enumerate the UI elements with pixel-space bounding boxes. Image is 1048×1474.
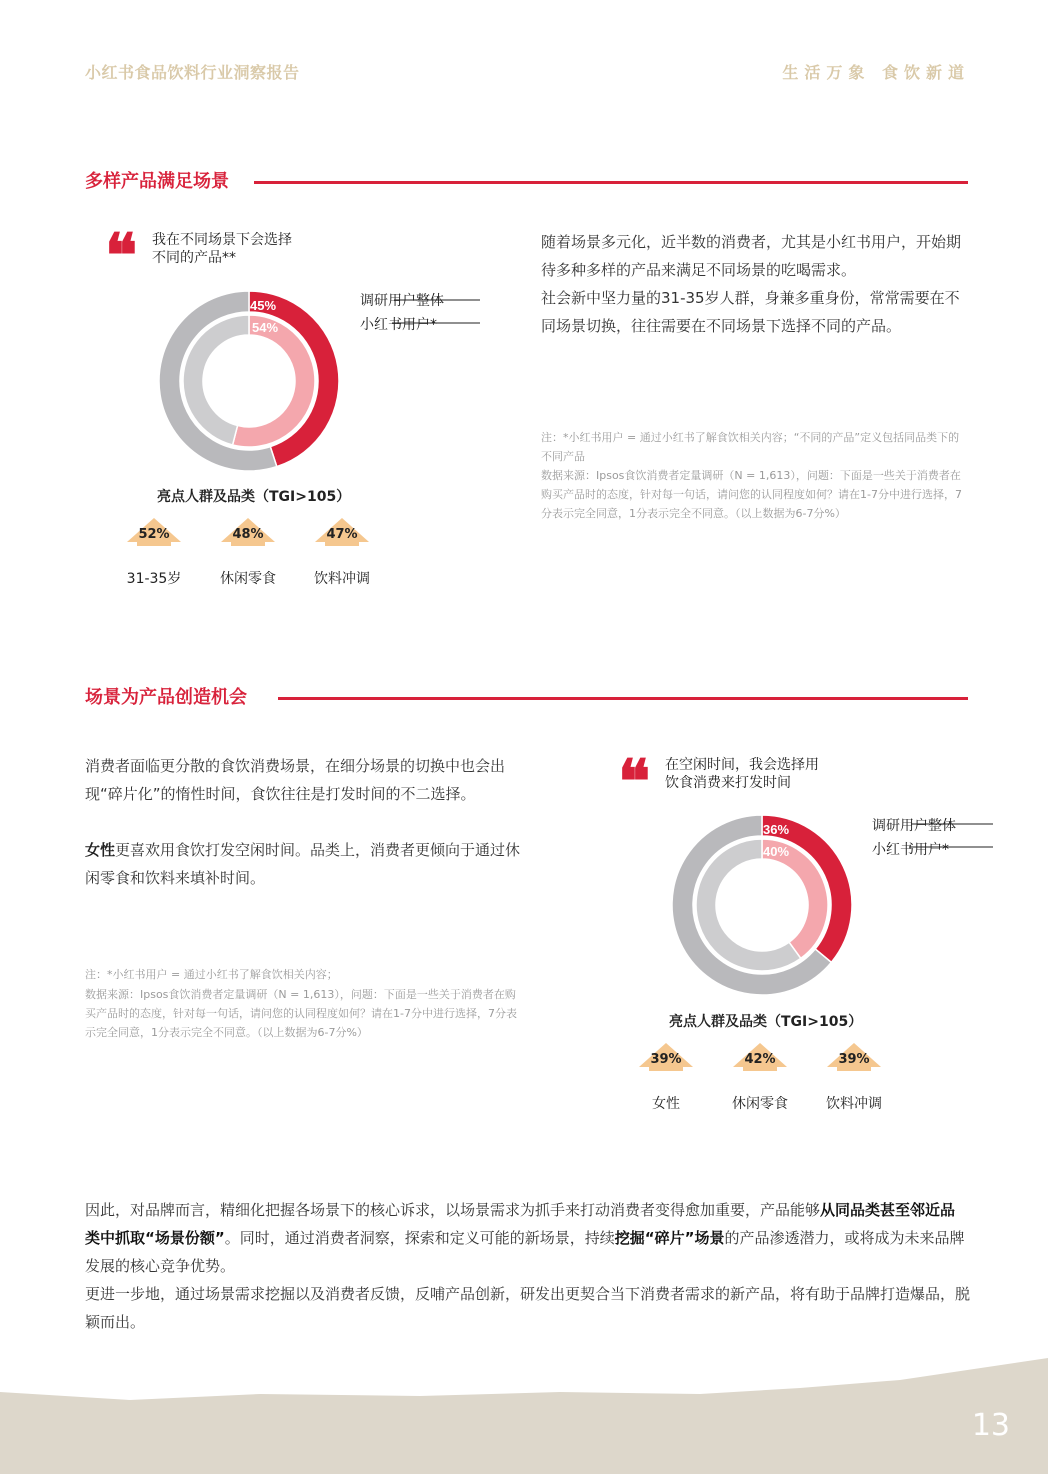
conclusion-paragraph-2: 更进一步地，通过场景需求挖掘以及消费者反馈，反哺产品创新，研发出更契合当下消费者需求的新产品，将有助于品牌打造爆品，脱颖而出。 xyxy=(85,1285,971,1331)
highlight-label: 女性 xyxy=(652,1096,680,1112)
footer-band xyxy=(0,1358,1048,1474)
highlight-label: 饮料冲调 xyxy=(826,1096,882,1112)
highlight-value: 42% xyxy=(744,1052,776,1067)
page-number: 13 xyxy=(971,1408,1010,1443)
paragraph-text: 更喜欢用食饮打发空闲时间。品类上，消费者更倾向于通过休闲零食和饮料来填补时间。 xyxy=(85,841,521,887)
highlight-label: 31-35岁 xyxy=(126,571,182,587)
section1-donut-chart xyxy=(140,280,480,490)
highlight-arrow xyxy=(315,518,369,546)
section2-donut-chart xyxy=(653,804,993,1014)
highlight-title: 亮点人群及品类（TGI>105） xyxy=(669,1014,863,1030)
emphasis-text: 女性 xyxy=(85,841,116,859)
highlight-label: 休闲零食 xyxy=(220,571,276,587)
section1-quote: 我在不同场景下会选择 不同的产品** xyxy=(152,232,292,266)
section1-title: 多样产品满足场景 xyxy=(85,171,229,192)
section2-divider xyxy=(278,697,968,700)
highlight-arrow xyxy=(827,1043,881,1071)
highlight-label: 休闲零食 xyxy=(732,1096,788,1112)
inner-pct-label: 40% xyxy=(763,844,790,859)
conclusion-text: 因此，对品牌而言，精细化把握各场景下的核心诉求，以场景需求为抓手来打动消费者变得愈加重要，产品能够 xyxy=(85,1201,821,1219)
highlight-arrow xyxy=(733,1043,787,1071)
conclusion-text: 。同时，通过消费者洞察，探索和定义可能的新场景，持续 xyxy=(224,1229,615,1247)
highlight-value: 48% xyxy=(232,527,264,542)
highlight-arrow xyxy=(221,518,275,546)
highlight-value: 39% xyxy=(650,1052,682,1067)
legend-inner: 小红书用户* xyxy=(360,317,437,333)
report-title: 小红书食品饮料行业洞察报告 xyxy=(85,63,300,82)
section1-paragraph-2: 社会新中坚力量的31-35岁人群，身兼多重身份，常常需要在不同场景切换，往往需要在不同场景下选择不同的产品。 xyxy=(541,289,960,335)
donut-group xyxy=(159,291,339,471)
section1-source: 数据来源：Ipsos食饮消费者定量调研（N = 1,613），问题：下面是一些关于消费者在购买产品时的态度，针对每一句话，请问您的认同程度如何？请在1-7分中进行选择，7分表示完全同意，1分表示完全不同意。（以上数据为6-7分%） xyxy=(541,469,962,520)
section2-title: 场景为产品创造机会 xyxy=(85,687,247,708)
outer-pct-label: 36% xyxy=(763,822,790,837)
highlight-value: 47% xyxy=(326,527,358,542)
highlight-value: 39% xyxy=(838,1052,870,1067)
conclusion-emphasis: 挖掘“碎片”场景 xyxy=(614,1229,725,1247)
section2-paragraph-1: 消费者面临更分散的食饮消费场景，在细分场景的切换中也会出现“碎片化”的惰性时间，食饮往往是打发时间的不二选择。 xyxy=(85,757,506,803)
section2-note: 注：*小红书用户 = 通过小红书了解食饮相关内容； xyxy=(85,968,338,981)
inner-pct-label: 54% xyxy=(252,320,279,335)
section1-note: 注：*小红书用户 = 通过小红书了解食饮相关内容；“不同的产品”定义包括同品类下的不同产品 xyxy=(541,431,960,463)
highlight-arrow xyxy=(127,518,181,546)
donut-group xyxy=(672,815,852,995)
conclusion-emphasis: 从同品类甚至邻近品类中抓取“场景份额” xyxy=(85,1201,956,1247)
legend-outer: 调研用户整体 xyxy=(360,293,444,309)
outer-pct-label: 45% xyxy=(250,298,277,313)
highlight-arrow xyxy=(639,1043,693,1071)
quote-icon: ❝ xyxy=(105,221,138,291)
highlight-value: 52% xyxy=(138,527,170,542)
section2-paragraph-2 xyxy=(85,836,525,892)
highlight-title: 亮点人群及品类（TGI>105） xyxy=(157,489,351,505)
section1-paragraph-1: 随着场景多元化，近半数的消费者，尤其是小红书用户，开始期待多种多样的产品来满足不同场景的吃喝需求。 xyxy=(541,233,962,279)
quote-icon: ❝ xyxy=(618,747,651,817)
conclusion-paragraph-1 xyxy=(85,1196,970,1280)
section2-source: 数据来源：Ipsos食饮消费者定量调研（N = 1,613），问题：下面是一些关于消费者在购买产品时的态度，针对每一句话，请问您的认同程度如何？请在1-7分中进行选择，7分表示完全同意，1分表示完全不同意。（以上数据为6-7分%） xyxy=(85,988,517,1039)
highlight-label: 饮料冲调 xyxy=(314,571,370,587)
conclusion-text: 的产品渗透潜力，或将成为未来品牌发展的核心竞争优势。 xyxy=(85,1229,965,1275)
section1-divider xyxy=(254,181,968,184)
section2-quote: 在空闲时间，我会选择用 饮食消费来打发时间 xyxy=(665,757,819,791)
legend-inner: 小红书用户* xyxy=(872,842,949,858)
report-slogan: 生活万象 食饮新道 xyxy=(782,63,970,82)
legend-outer: 调研用户整体 xyxy=(872,818,956,834)
